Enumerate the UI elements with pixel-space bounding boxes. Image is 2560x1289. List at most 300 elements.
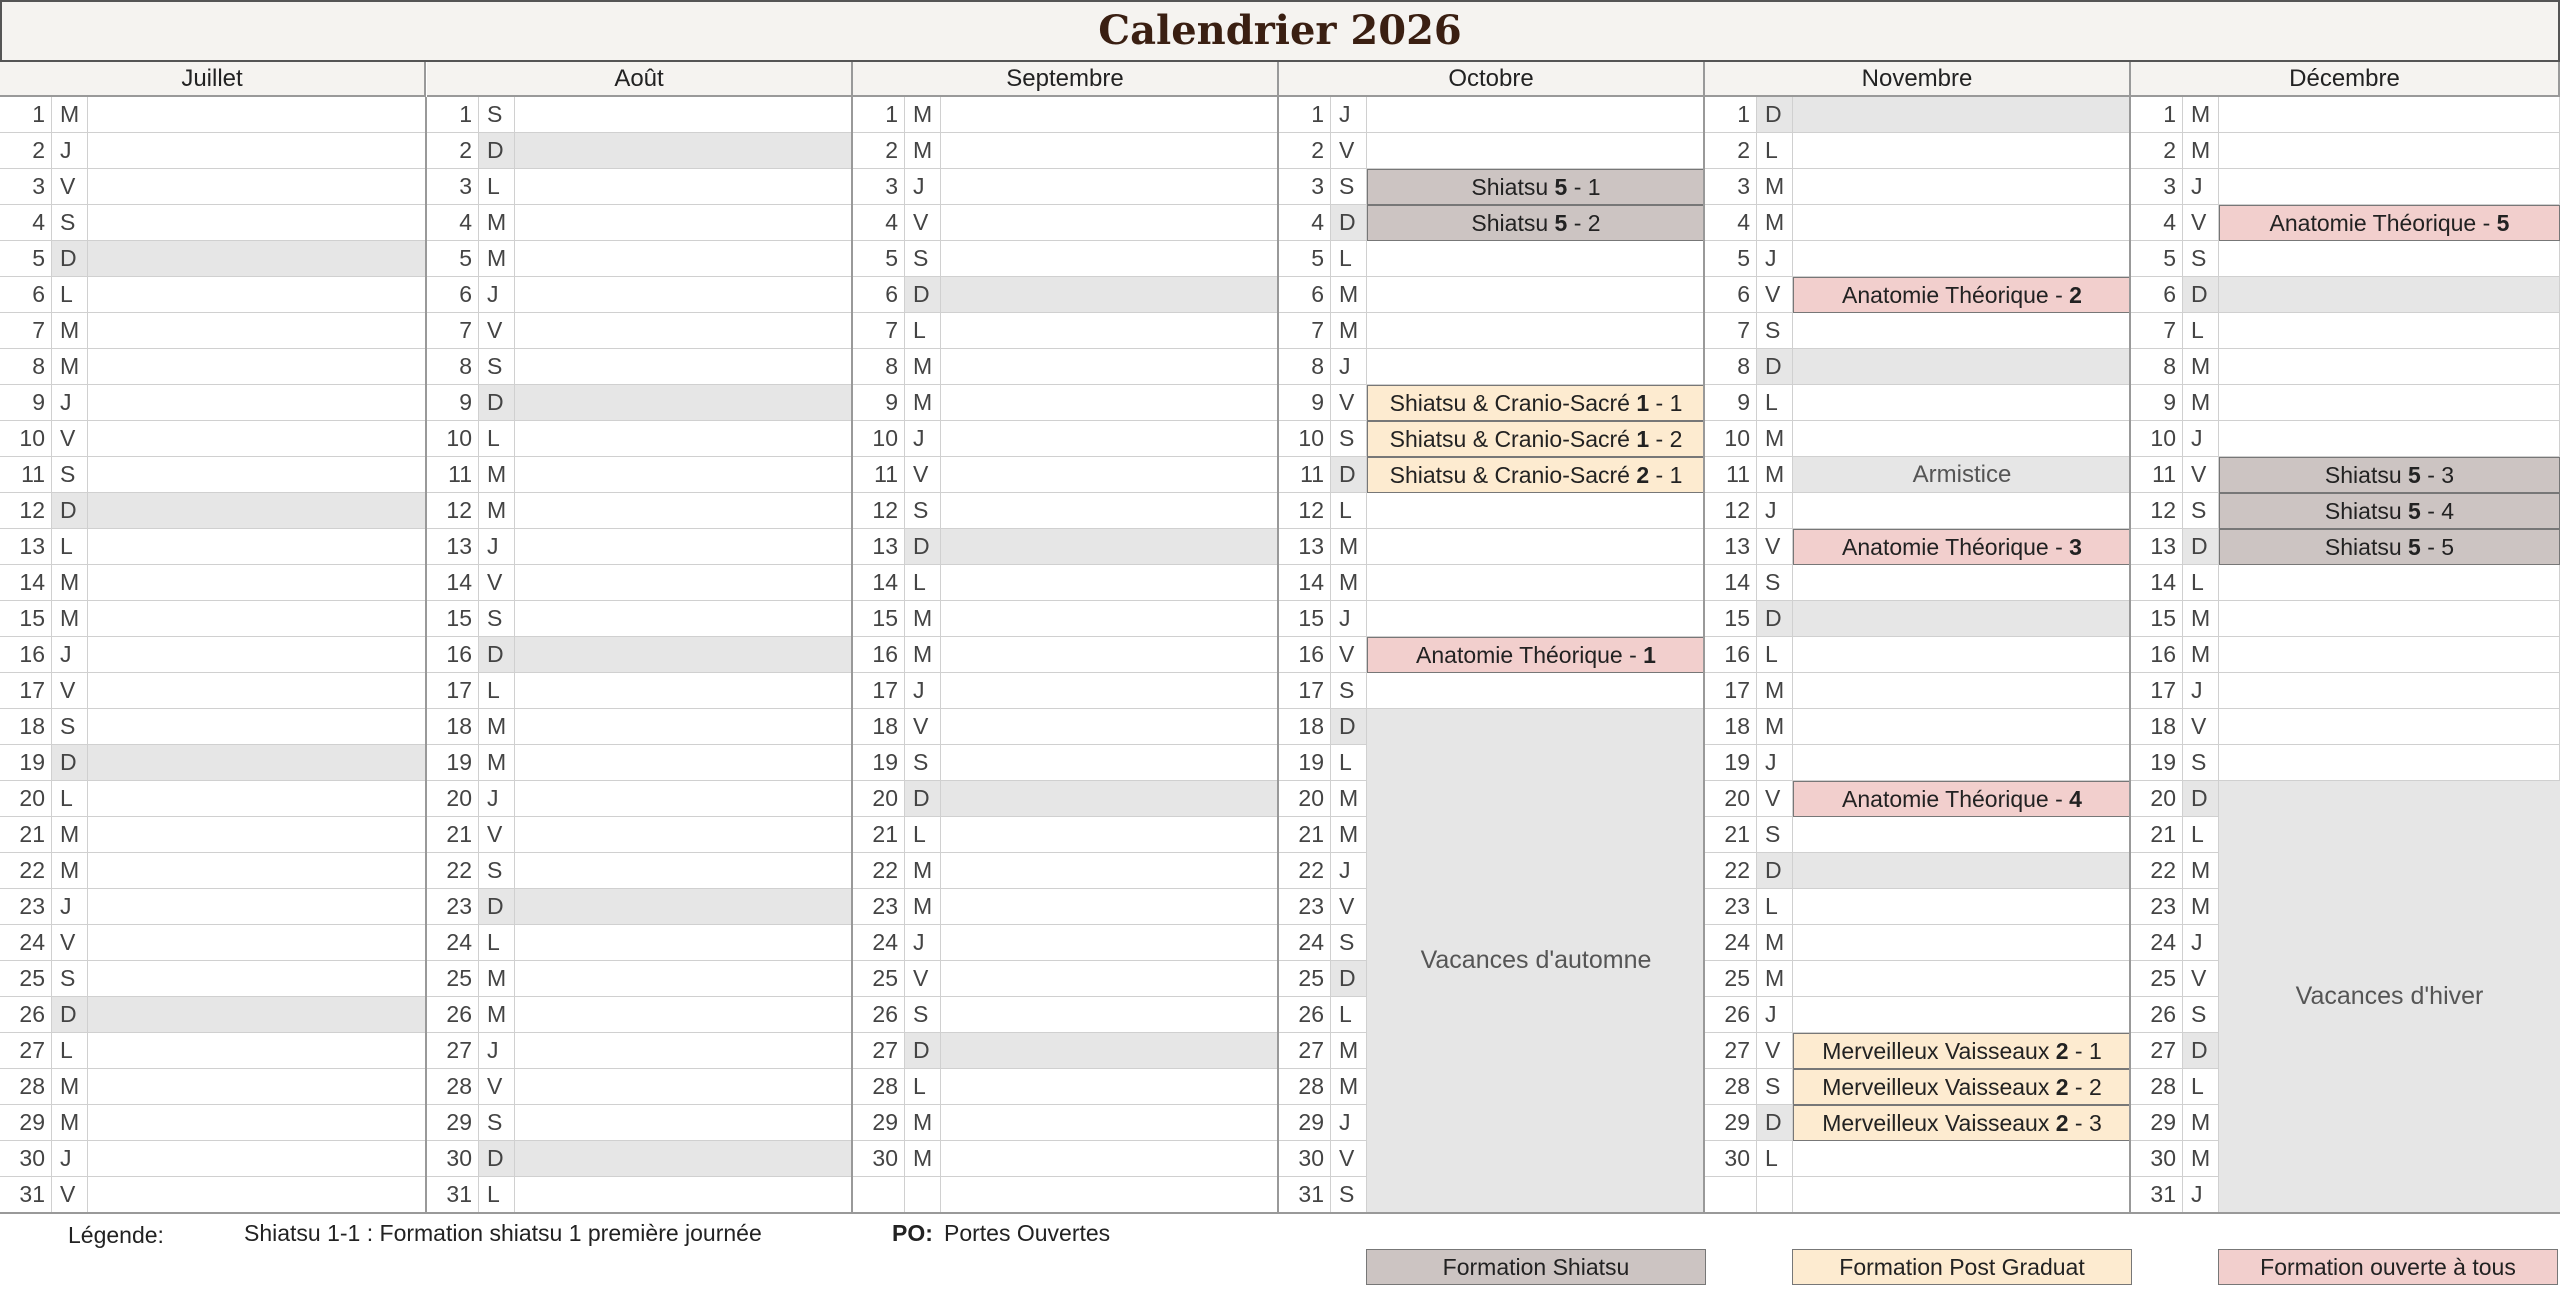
day-number: 27 (2131, 1033, 2183, 1069)
day-letter: V (479, 565, 515, 601)
day-event-cell[interactable] (515, 1177, 853, 1213)
day-letter: M (479, 205, 515, 241)
event-post[interactable] (1367, 457, 1705, 493)
day-event-cell[interactable] (2219, 241, 2560, 277)
day-event-cell[interactable] (2219, 601, 2560, 637)
day-event-cell[interactable] (2219, 277, 2560, 313)
day-letter: J (905, 673, 941, 709)
day-letter: L (479, 673, 515, 709)
day-event-cell[interactable] (1367, 241, 1705, 277)
event-post[interactable] (1793, 1105, 2131, 1141)
day-event-cell[interactable] (515, 493, 853, 529)
day-event-cell[interactable] (515, 673, 853, 709)
day-event-cell[interactable] (515, 889, 853, 925)
day-event-cell[interactable] (1793, 1141, 2131, 1177)
day-number (853, 1177, 905, 1213)
day-event-cell[interactable] (88, 1105, 426, 1141)
day-event-cell[interactable] (941, 169, 1279, 205)
day-event-cell[interactable] (88, 601, 426, 637)
day-letter: D (2183, 277, 2219, 313)
day-number: 15 (1279, 601, 1331, 637)
day-letter: J (479, 1033, 515, 1069)
day-letter: V (1331, 637, 1367, 673)
day-letter: L (1757, 637, 1793, 673)
day-event-cell[interactable] (1367, 565, 1705, 601)
day-number: 13 (0, 529, 52, 565)
month-header-2: Septembre (853, 62, 1279, 97)
day-number: 20 (1279, 781, 1331, 817)
day-event-cell[interactable] (515, 169, 853, 205)
day-event-cell[interactable] (515, 925, 853, 961)
day-letter: S (1757, 565, 1793, 601)
day-number: 10 (1279, 421, 1331, 457)
event-post[interactable] (1793, 1033, 2131, 1069)
day-letter: M (479, 457, 515, 493)
day-event-cell[interactable] (941, 1033, 1279, 1069)
event-session: - 1 (1649, 461, 1683, 488)
day-number: 21 (2131, 817, 2183, 853)
day-event-cell[interactable] (88, 817, 426, 853)
day-event-cell[interactable] (1793, 637, 2131, 673)
day-event-cell[interactable] (2219, 97, 2560, 133)
day-event-cell[interactable] (941, 385, 1279, 421)
day-event-cell[interactable] (1793, 565, 2131, 601)
day-number: 21 (427, 817, 479, 853)
day-letter: S (1331, 169, 1367, 205)
day-event-cell[interactable] (941, 925, 1279, 961)
day-letter: V (52, 169, 88, 205)
day-number: 15 (2131, 601, 2183, 637)
day-number: 28 (427, 1069, 479, 1105)
day-event-cell[interactable] (1793, 241, 2131, 277)
day-letter: L (52, 781, 88, 817)
day-event-cell[interactable] (1793, 169, 2131, 205)
day-event-cell[interactable] (1793, 1177, 2131, 1213)
day-number: 11 (2131, 457, 2183, 493)
day-event-cell[interactable] (2219, 421, 2560, 457)
day-event-cell[interactable] (88, 1141, 426, 1177)
day-number: 25 (1705, 961, 1757, 997)
day-event-cell[interactable] (941, 277, 1279, 313)
day-number: 30 (427, 1141, 479, 1177)
day-event-cell[interactable] (88, 781, 426, 817)
month-header-1: Août (427, 62, 853, 97)
day-number: 3 (1705, 169, 1757, 205)
day-event-cell[interactable] (515, 1069, 853, 1105)
day-number: 4 (427, 205, 479, 241)
day-letter: D (905, 1033, 941, 1069)
day-event-cell[interactable] (515, 97, 853, 133)
day-letter: M (479, 493, 515, 529)
day-number: 27 (853, 1033, 905, 1069)
day-event-cell[interactable] (2219, 385, 2560, 421)
day-event-cell[interactable] (515, 385, 853, 421)
day-event-cell[interactable] (88, 853, 426, 889)
day-event-cell[interactable] (2219, 709, 2560, 745)
day-number: 10 (427, 421, 479, 457)
day-event-cell[interactable] (515, 853, 853, 889)
legend-item-shiatsu (1366, 1249, 1706, 1285)
day-number: 3 (0, 169, 52, 205)
event-shiatsu[interactable] (1367, 205, 1705, 241)
day-event-cell[interactable] (515, 817, 853, 853)
day-letter: L (2183, 565, 2219, 601)
day-event-cell[interactable] (1793, 673, 2131, 709)
event-label: Shiatsu & Cranio-Sacré (1389, 461, 1637, 488)
day-letter: V (1331, 133, 1367, 169)
day-event-cell[interactable] (515, 205, 853, 241)
day-event-cell[interactable] (941, 853, 1279, 889)
day-event-cell[interactable] (515, 1141, 853, 1177)
day-event-cell[interactable] (1793, 205, 2131, 241)
day-number: 23 (1705, 889, 1757, 925)
day-event-cell[interactable] (515, 277, 853, 313)
day-event-cell[interactable] (1367, 133, 1705, 169)
day-event-cell[interactable] (515, 1105, 853, 1141)
day-event-cell[interactable] (1367, 529, 1705, 565)
day-event-cell[interactable] (2219, 313, 2560, 349)
day-number: 15 (853, 601, 905, 637)
day-letter: D (1757, 97, 1793, 133)
day-event-cell[interactable] (1793, 853, 2131, 889)
day-event-cell[interactable] (88, 349, 426, 385)
event-label: Anatomie Théorique - (2269, 209, 2497, 236)
event-open[interactable] (1793, 781, 2131, 817)
day-letter: V (52, 925, 88, 961)
event-level: 2 (1636, 461, 1650, 488)
day-event-cell[interactable] (1793, 349, 2131, 385)
day-number: 18 (1279, 709, 1331, 745)
day-letter: V (2183, 205, 2219, 241)
day-number: 4 (0, 205, 52, 241)
day-number: 8 (1279, 349, 1331, 385)
day-event-cell[interactable] (88, 169, 426, 205)
page-title: Calendrier 2026 (0, 0, 2560, 62)
day-event-cell[interactable] (2219, 637, 2560, 673)
day-event-cell[interactable] (88, 925, 426, 961)
day-letter: L (2183, 1069, 2219, 1105)
day-number: 6 (0, 277, 52, 313)
day-event-cell[interactable] (941, 817, 1279, 853)
day-event-cell[interactable] (515, 601, 853, 637)
day-event-cell[interactable] (88, 421, 426, 457)
event-shiatsu[interactable] (1367, 169, 1705, 205)
event-label: Anatomie Théorique - (1842, 785, 2070, 812)
day-number: 14 (0, 565, 52, 601)
legend-item-label: Formation Shiatsu (1442, 1253, 1630, 1280)
day-letter: D (52, 493, 88, 529)
day-letter: S (1757, 817, 1793, 853)
day-event-cell[interactable] (2219, 133, 2560, 169)
day-event-cell[interactable] (941, 709, 1279, 745)
day-letter: J (1757, 997, 1793, 1033)
event-session: - 1 (2068, 1037, 2102, 1064)
day-letter: M (2183, 97, 2219, 133)
day-event-cell[interactable] (941, 313, 1279, 349)
day-number: 19 (1705, 745, 1757, 781)
day-event-cell[interactable] (88, 1033, 426, 1069)
day-event-cell[interactable] (941, 997, 1279, 1033)
day-letter: L (479, 1177, 515, 1213)
day-letter: M (52, 817, 88, 853)
day-number: 22 (2131, 853, 2183, 889)
day-event-cell[interactable] (1793, 817, 2131, 853)
day-event-cell[interactable] (941, 781, 1279, 817)
day-event-cell[interactable] (88, 889, 426, 925)
day-letter: D (52, 997, 88, 1033)
day-letter: M (905, 853, 941, 889)
day-number: 1 (1705, 97, 1757, 133)
day-letter: L (479, 421, 515, 457)
day-event-cell[interactable] (515, 565, 853, 601)
day-event-cell[interactable] (1793, 385, 2131, 421)
day-number: 8 (2131, 349, 2183, 385)
day-event-cell[interactable] (88, 277, 426, 313)
day-number: 1 (427, 97, 479, 133)
day-number: 28 (0, 1069, 52, 1105)
day-event-cell[interactable] (515, 529, 853, 565)
day-event-cell[interactable] (88, 97, 426, 133)
day-event-cell[interactable] (1793, 601, 2131, 637)
day-event-cell[interactable] (941, 745, 1279, 781)
event-post[interactable] (1367, 385, 1705, 421)
day-number: 13 (427, 529, 479, 565)
day-event-cell[interactable] (88, 241, 426, 277)
day-event-cell[interactable] (1793, 889, 2131, 925)
day-event-cell[interactable] (88, 565, 426, 601)
day-event-cell[interactable] (88, 1069, 426, 1105)
vacation-block: Vacances d'automne (1367, 709, 1705, 1213)
day-event-cell[interactable] (941, 97, 1279, 133)
event-session: - 2 (1649, 425, 1683, 452)
day-event-cell[interactable] (515, 421, 853, 457)
legend-item-post-graduat (1792, 1249, 2132, 1285)
day-event-cell[interactable] (941, 529, 1279, 565)
day-letter: D (479, 637, 515, 673)
day-event-cell[interactable] (1367, 313, 1705, 349)
day-event-cell[interactable] (515, 313, 853, 349)
day-letter: M (1757, 457, 1793, 493)
event-post[interactable] (1367, 421, 1705, 457)
day-event-cell[interactable] (2219, 745, 2560, 781)
event-level: 1 (1643, 641, 1656, 668)
day-letter: D (2183, 529, 2219, 565)
event-level: 5 (2408, 461, 2421, 488)
day-letter: J (2183, 925, 2219, 961)
day-event-cell[interactable] (515, 349, 853, 385)
day-event-cell[interactable] (515, 637, 853, 673)
day-event-cell[interactable] (2219, 349, 2560, 385)
day-letter: M (1331, 817, 1367, 853)
day-event-cell[interactable] (941, 637, 1279, 673)
event-session: - 4 (2420, 497, 2455, 524)
day-event-cell[interactable] (941, 889, 1279, 925)
day-event-cell[interactable] (515, 997, 853, 1033)
day-number: 31 (1279, 1177, 1331, 1213)
day-event-cell[interactable] (941, 133, 1279, 169)
day-number: 16 (1705, 637, 1757, 673)
day-event-cell[interactable] (1367, 277, 1705, 313)
day-event-cell[interactable] (1793, 313, 2131, 349)
day-letter: M (479, 241, 515, 277)
day-number: 23 (2131, 889, 2183, 925)
day-event-cell[interactable] (1367, 601, 1705, 637)
day-event-cell[interactable] (88, 529, 426, 565)
day-event-cell[interactable] (88, 673, 426, 709)
day-number: 13 (1279, 529, 1331, 565)
day-event-cell[interactable] (941, 421, 1279, 457)
day-event-cell[interactable] (515, 781, 853, 817)
day-event-cell[interactable] (515, 133, 853, 169)
event-level: 2 (2055, 1037, 2069, 1064)
day-letter: V (905, 961, 941, 997)
day-number: 6 (1279, 277, 1331, 313)
day-number: 10 (853, 421, 905, 457)
day-letter: L (52, 529, 88, 565)
event-session: - 5 (2420, 533, 2455, 560)
day-event-cell[interactable] (1793, 709, 2131, 745)
day-event-cell[interactable] (1793, 133, 2131, 169)
event-open[interactable] (2219, 205, 2560, 241)
event-post[interactable] (1793, 1069, 2131, 1105)
day-event-cell[interactable] (88, 205, 426, 241)
event-open[interactable] (1793, 277, 2131, 313)
day-number: 23 (427, 889, 479, 925)
day-letter: S (1331, 925, 1367, 961)
month-separator (1703, 97, 1705, 1212)
day-event-cell[interactable] (2219, 169, 2560, 205)
day-number: 15 (1705, 601, 1757, 637)
day-event-cell[interactable] (1367, 673, 1705, 709)
day-letter: S (479, 1105, 515, 1141)
day-event-cell[interactable] (941, 1177, 1279, 1213)
day-number: 12 (1705, 493, 1757, 529)
day-letter: S (2183, 241, 2219, 277)
day-letter (905, 1177, 941, 1213)
day-letter: S (905, 493, 941, 529)
day-event-cell[interactable] (2219, 565, 2560, 601)
day-event-cell[interactable] (1793, 97, 2131, 133)
event-open[interactable] (1367, 637, 1705, 673)
day-number: 31 (2131, 1177, 2183, 1213)
event-session: - 3 (2068, 1109, 2102, 1136)
day-number: 9 (1279, 385, 1331, 421)
day-number: 27 (1279, 1033, 1331, 1069)
day-letter: J (52, 637, 88, 673)
event-open[interactable] (1793, 529, 2131, 565)
day-number: 22 (0, 853, 52, 889)
day-letter: V (2183, 709, 2219, 745)
day-number: 24 (853, 925, 905, 961)
day-event-cell[interactable] (88, 493, 426, 529)
day-event-cell[interactable] (515, 457, 853, 493)
day-event-cell[interactable] (941, 349, 1279, 385)
day-letter: M (1757, 925, 1793, 961)
day-letter: D (1331, 457, 1367, 493)
event-level: 3 (2069, 533, 2082, 560)
day-event-cell[interactable] (515, 961, 853, 997)
day-letter: D (1331, 709, 1367, 745)
event-shiatsu[interactable] (2219, 493, 2560, 529)
day-number: 26 (1279, 997, 1331, 1033)
day-event-cell[interactable] (1367, 349, 1705, 385)
day-letter: V (1757, 277, 1793, 313)
day-event-cell[interactable] (88, 997, 426, 1033)
day-letter: D (905, 781, 941, 817)
day-event-cell[interactable] (941, 673, 1279, 709)
day-event-cell[interactable] (1793, 745, 2131, 781)
day-letter: S (479, 349, 515, 385)
day-event-cell[interactable] (88, 385, 426, 421)
day-event-cell[interactable] (941, 1069, 1279, 1105)
day-event-cell[interactable] (88, 961, 426, 997)
day-event-cell[interactable] (515, 709, 853, 745)
day-letter: M (1331, 781, 1367, 817)
day-event-cell[interactable] (941, 565, 1279, 601)
day-number: 23 (853, 889, 905, 925)
day-event-cell[interactable] (1793, 493, 2131, 529)
day-event-cell[interactable] (941, 601, 1279, 637)
day-event-cell[interactable] (1793, 997, 2131, 1033)
day-number: 29 (1279, 1105, 1331, 1141)
legend-po-text: Portes Ouvertes (944, 1220, 1111, 1246)
day-event-cell[interactable] (1793, 421, 2131, 457)
day-event-cell[interactable] (515, 241, 853, 277)
day-event-cell[interactable] (88, 1177, 426, 1213)
day-event-cell[interactable] (941, 241, 1279, 277)
day-event-cell[interactable] (1367, 97, 1705, 133)
day-number: 29 (427, 1105, 479, 1141)
day-event-cell[interactable] (941, 1141, 1279, 1177)
event-label: Shiatsu (2324, 533, 2409, 560)
day-number: 29 (0, 1105, 52, 1141)
day-letter: D (905, 277, 941, 313)
day-event-cell[interactable] (88, 457, 426, 493)
day-letter: M (1331, 1069, 1367, 1105)
day-event-cell[interactable] (2219, 673, 2560, 709)
day-number: 5 (1705, 241, 1757, 277)
day-event-cell[interactable] (941, 457, 1279, 493)
day-event-cell[interactable] (88, 133, 426, 169)
day-number: 7 (1705, 313, 1757, 349)
day-event-cell[interactable] (88, 313, 426, 349)
day-event-cell[interactable] (88, 637, 426, 673)
vacation-block: Vacances d'hiver (2219, 781, 2560, 1213)
day-event-cell[interactable] (515, 745, 853, 781)
day-event-cell[interactable] (941, 493, 1279, 529)
day-event-cell[interactable] (515, 1033, 853, 1069)
day-event-cell[interactable] (941, 1105, 1279, 1141)
day-event-cell[interactable] (88, 709, 426, 745)
day-event-cell[interactable] (1367, 493, 1705, 529)
day-letter: V (1331, 889, 1367, 925)
day-event-cell[interactable] (88, 745, 426, 781)
day-event-cell[interactable] (941, 961, 1279, 997)
day-letter: S (1331, 421, 1367, 457)
day-event-cell[interactable] (1793, 925, 2131, 961)
day-event-cell[interactable] (1793, 961, 2131, 997)
event-shiatsu[interactable] (2219, 457, 2560, 493)
day-number: 19 (0, 745, 52, 781)
day-number: 7 (2131, 313, 2183, 349)
day-letter: V (905, 709, 941, 745)
day-letter: M (2183, 1141, 2219, 1177)
day-number: 17 (853, 673, 905, 709)
event-shiatsu[interactable] (2219, 529, 2560, 565)
event-label: Shiatsu & Cranio-Sacré (1389, 425, 1637, 452)
day-letter: S (2183, 493, 2219, 529)
day-event-cell[interactable] (941, 205, 1279, 241)
